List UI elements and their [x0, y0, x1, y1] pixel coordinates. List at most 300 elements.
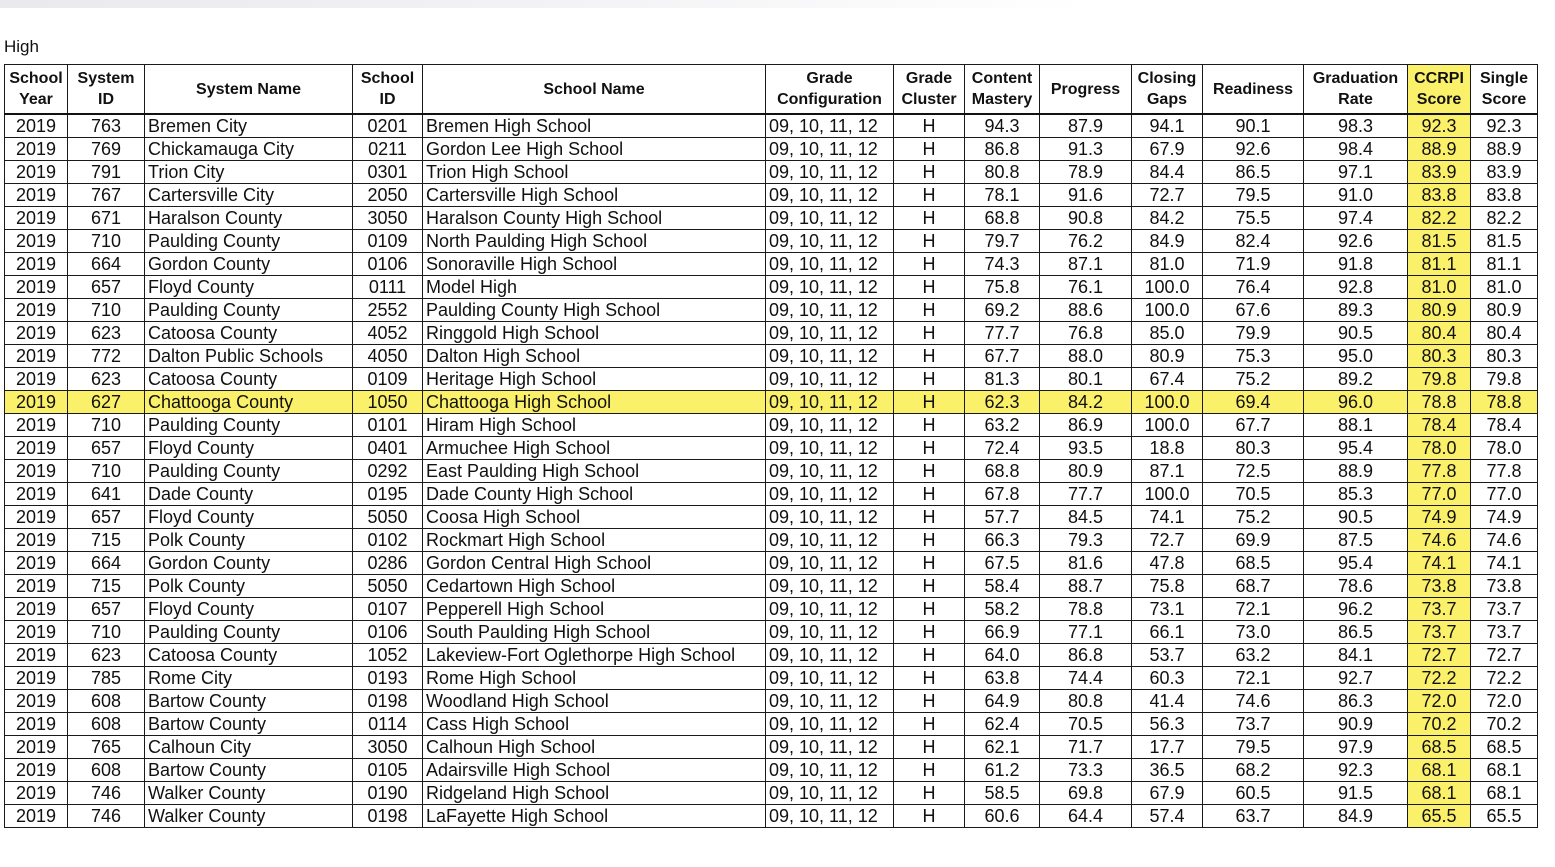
cell-content-mastery: 94.3	[965, 114, 1040, 138]
cell-school-name: Lakeview-Fort Oglethorpe High School	[423, 644, 766, 667]
cell-school-id: 0401	[353, 437, 423, 460]
cell-school-name: Dalton High School	[423, 345, 766, 368]
cell-year: 2019	[5, 759, 68, 782]
cell-closing-gaps: 36.5	[1132, 759, 1203, 782]
cell-grade-config: 09, 10, 11, 12	[766, 322, 894, 345]
cell-readiness: 79.5	[1203, 184, 1304, 207]
cell-ccrpi: 72.0	[1408, 690, 1471, 713]
cell-grad-rate: 85.3	[1304, 483, 1408, 506]
cell-grade-config: 09, 10, 11, 12	[766, 460, 894, 483]
cell-school-name: South Paulding High School	[423, 621, 766, 644]
cell-grad-rate: 96.2	[1304, 598, 1408, 621]
cell-grade-config: 09, 10, 11, 12	[766, 782, 894, 805]
cell-sys-id: 769	[68, 138, 145, 161]
column-header-text: Rate	[1338, 91, 1373, 108]
cell-school-name: Haralson County High School	[423, 207, 766, 230]
cell-ccrpi: 73.7	[1408, 598, 1471, 621]
cell-single: 81.5	[1471, 230, 1538, 253]
cell-progress: 80.8	[1040, 690, 1132, 713]
cell-sys-name: Bartow County	[145, 759, 353, 782]
cell-single: 74.9	[1471, 506, 1538, 529]
cell-content-mastery: 64.9	[965, 690, 1040, 713]
column-header-text: Readiness	[1212, 80, 1294, 98]
cell-readiness: 67.6	[1203, 299, 1304, 322]
cell-year: 2019	[5, 345, 68, 368]
cell-progress: 86.9	[1040, 414, 1132, 437]
cell-ccrpi: 77.8	[1408, 460, 1471, 483]
cell-ccrpi: 80.3	[1408, 345, 1471, 368]
column-header-school-name	[423, 65, 766, 115]
cell-progress: 77.1	[1040, 621, 1132, 644]
cell-single: 68.5	[1471, 736, 1538, 759]
cell-closing-gaps: 74.1	[1132, 506, 1203, 529]
cell-ccrpi: 74.1	[1408, 552, 1471, 575]
cell-ccrpi: 88.9	[1408, 138, 1471, 161]
column-header-text: Cluster	[901, 91, 957, 108]
cell-progress: 88.7	[1040, 575, 1132, 598]
cell-grade-config: 09, 10, 11, 12	[766, 161, 894, 184]
cell-school-id: 0198	[353, 805, 423, 828]
cell-readiness: 60.5	[1203, 782, 1304, 805]
cell-grade-cluster: H	[894, 736, 965, 759]
cell-readiness: 73.0	[1203, 621, 1304, 644]
column-header-text: Score	[1481, 91, 1527, 108]
table-row	[5, 414, 1538, 437]
table-row	[5, 184, 1538, 207]
cell-closing-gaps: 60.3	[1132, 667, 1203, 690]
cell-grade-config: 09, 10, 11, 12	[766, 759, 894, 782]
cell-school-id: 0109	[353, 368, 423, 391]
cell-year: 2019	[5, 414, 68, 437]
cell-year: 2019	[5, 276, 68, 299]
cell-content-mastery: 61.2	[965, 759, 1040, 782]
cell-school-id: 5050	[353, 575, 423, 598]
cell-single: 81.1	[1471, 253, 1538, 276]
cell-sys-name: Dalton Public Schools	[145, 345, 353, 368]
cell-ccrpi: 74.6	[1408, 529, 1471, 552]
cell-ccrpi: 92.3	[1408, 114, 1471, 138]
cell-sys-name: Paulding County	[145, 621, 353, 644]
table-caption: High	[4, 37, 39, 56]
cell-closing-gaps: 67.4	[1132, 368, 1203, 391]
cell-grad-rate: 88.9	[1304, 460, 1408, 483]
cell-school-name: Hiram High School	[423, 414, 766, 437]
cell-progress: 87.1	[1040, 253, 1132, 276]
table-row	[5, 253, 1538, 276]
cell-grad-rate: 98.3	[1304, 114, 1408, 138]
cell-readiness: 80.3	[1203, 437, 1304, 460]
cell-closing-gaps: 87.1	[1132, 460, 1203, 483]
cell-grad-rate: 90.9	[1304, 713, 1408, 736]
cell-grade-cluster: H	[894, 391, 965, 414]
cell-grade-config: 09, 10, 11, 12	[766, 184, 894, 207]
cell-readiness: 72.1	[1203, 598, 1304, 621]
cell-progress: 80.1	[1040, 368, 1132, 391]
cell-single: 82.2	[1471, 207, 1538, 230]
cell-sys-name: Catoosa County	[145, 368, 353, 391]
cell-closing-gaps: 94.1	[1132, 114, 1203, 138]
table-row	[5, 345, 1538, 368]
cell-year: 2019	[5, 575, 68, 598]
cell-year: 2019	[5, 782, 68, 805]
cell-sys-name: Paulding County	[145, 230, 353, 253]
cell-single: 88.9	[1471, 138, 1538, 161]
cell-grad-rate: 86.3	[1304, 690, 1408, 713]
cell-year: 2019	[5, 437, 68, 460]
cell-grade-config: 09, 10, 11, 12	[766, 644, 894, 667]
column-header-single	[1471, 65, 1538, 115]
cell-readiness: 73.7	[1203, 713, 1304, 736]
cell-grade-config: 09, 10, 11, 12	[766, 114, 894, 138]
cell-grad-rate: 91.8	[1304, 253, 1408, 276]
cell-content-mastery: 57.7	[965, 506, 1040, 529]
cell-school-id: 3050	[353, 207, 423, 230]
cell-sys-id: 710	[68, 299, 145, 322]
table-row	[5, 138, 1538, 161]
cell-single: 74.1	[1471, 552, 1538, 575]
cell-single: 73.8	[1471, 575, 1538, 598]
cell-content-mastery: 86.8	[965, 138, 1040, 161]
cell-closing-gaps: 41.4	[1132, 690, 1203, 713]
cell-grad-rate: 96.0	[1304, 391, 1408, 414]
cell-school-id: 0301	[353, 161, 423, 184]
cell-content-mastery: 75.8	[965, 276, 1040, 299]
cell-readiness: 90.1	[1203, 114, 1304, 138]
cell-grade-cluster: H	[894, 713, 965, 736]
cell-sys-name: Bartow County	[145, 690, 353, 713]
cell-grade-config: 09, 10, 11, 12	[766, 253, 894, 276]
cell-grad-rate: 97.9	[1304, 736, 1408, 759]
cell-ccrpi: 81.5	[1408, 230, 1471, 253]
cell-school-id: 0211	[353, 138, 423, 161]
cell-readiness: 75.2	[1203, 506, 1304, 529]
cell-readiness: 72.5	[1203, 460, 1304, 483]
cell-school-name: Woodland High School	[423, 690, 766, 713]
cell-school-name: Gordon Central High School	[423, 552, 766, 575]
cell-school-id: 1050	[353, 391, 423, 414]
table-row	[5, 161, 1538, 184]
cell-single: 79.8	[1471, 368, 1538, 391]
scan-top-edge	[0, 0, 1555, 8]
cell-grad-rate: 88.1	[1304, 414, 1408, 437]
cell-sys-name: Haralson County	[145, 207, 353, 230]
cell-grade-cluster: H	[894, 621, 965, 644]
cell-school-name: Rome High School	[423, 667, 766, 690]
cell-closing-gaps: 47.8	[1132, 552, 1203, 575]
cell-readiness: 74.6	[1203, 690, 1304, 713]
cell-readiness: 63.2	[1203, 644, 1304, 667]
cell-grade-cluster: H	[894, 138, 965, 161]
cell-year: 2019	[5, 299, 68, 322]
cell-school-id: 0106	[353, 253, 423, 276]
cell-ccrpi: 68.1	[1408, 759, 1471, 782]
cell-grade-config: 09, 10, 11, 12	[766, 529, 894, 552]
cell-grade-cluster: H	[894, 529, 965, 552]
cell-year: 2019	[5, 736, 68, 759]
column-header-closing-gaps	[1132, 65, 1203, 115]
cell-progress: 88.6	[1040, 299, 1132, 322]
cell-ccrpi: 78.8	[1408, 391, 1471, 414]
cell-single: 83.8	[1471, 184, 1538, 207]
column-header-text: Progress	[1050, 80, 1121, 98]
column-header-school-id	[353, 65, 423, 115]
cell-grade-config: 09, 10, 11, 12	[766, 138, 894, 161]
cell-grade-cluster: H	[894, 506, 965, 529]
cell-year: 2019	[5, 644, 68, 667]
cell-single: 72.0	[1471, 690, 1538, 713]
cell-school-id: 5050	[353, 506, 423, 529]
cell-school-id: 0198	[353, 690, 423, 713]
cell-year: 2019	[5, 483, 68, 506]
column-header-text: Grade	[806, 70, 853, 87]
cell-ccrpi: 65.5	[1408, 805, 1471, 828]
cell-grade-config: 09, 10, 11, 12	[766, 299, 894, 322]
cell-content-mastery: 68.8	[965, 460, 1040, 483]
cell-progress: 78.8	[1040, 598, 1132, 621]
table-row	[5, 529, 1538, 552]
column-header-text: School Name	[543, 80, 645, 98]
cell-closing-gaps: 53.7	[1132, 644, 1203, 667]
cell-sys-id: 710	[68, 230, 145, 253]
cell-sys-id: 671	[68, 207, 145, 230]
cell-closing-gaps: 67.9	[1132, 782, 1203, 805]
column-header-text: System Name	[196, 80, 301, 98]
cell-ccrpi: 73.7	[1408, 621, 1471, 644]
cell-ccrpi: 73.8	[1408, 575, 1471, 598]
table-row	[5, 690, 1538, 713]
column-header-text: Grade	[905, 70, 953, 87]
cell-readiness: 75.2	[1203, 368, 1304, 391]
cell-school-name: Gordon Lee High School	[423, 138, 766, 161]
cell-grade-config: 09, 10, 11, 12	[766, 276, 894, 299]
cell-grade-config: 09, 10, 11, 12	[766, 621, 894, 644]
cell-sys-id: 641	[68, 483, 145, 506]
cell-content-mastery: 60.6	[965, 805, 1040, 828]
cell-sys-id: 763	[68, 114, 145, 138]
cell-readiness: 63.7	[1203, 805, 1304, 828]
cell-sys-name: Floyd County	[145, 506, 353, 529]
cell-year: 2019	[5, 138, 68, 161]
cell-school-name: Bremen High School	[423, 114, 766, 138]
cell-sys-id: 657	[68, 506, 145, 529]
cell-single: 68.1	[1471, 759, 1538, 782]
cell-readiness: 71.9	[1203, 253, 1304, 276]
cell-single: 77.0	[1471, 483, 1538, 506]
cell-grade-cluster: H	[894, 483, 965, 506]
table-row	[5, 460, 1538, 483]
column-header-text: Single	[1479, 70, 1528, 87]
cell-readiness: 67.7	[1203, 414, 1304, 437]
cell-school-id: 4052	[353, 322, 423, 345]
cell-sys-name: Calhoun City	[145, 736, 353, 759]
cell-single: 78.8	[1471, 391, 1538, 414]
table-row	[5, 437, 1538, 460]
table-row	[5, 667, 1538, 690]
cell-grad-rate: 92.8	[1304, 276, 1408, 299]
cell-school-id: 0109	[353, 230, 423, 253]
cell-sys-name: Bremen City	[145, 114, 353, 138]
column-header-ccrpi	[1408, 65, 1471, 115]
cell-closing-gaps: 67.9	[1132, 138, 1203, 161]
cell-content-mastery: 81.3	[965, 368, 1040, 391]
cell-year: 2019	[5, 621, 68, 644]
cell-year: 2019	[5, 529, 68, 552]
column-header-grade-cluster	[894, 65, 965, 115]
cell-closing-gaps: 84.9	[1132, 230, 1203, 253]
cell-grade-cluster: H	[894, 782, 965, 805]
cell-sys-id: 608	[68, 759, 145, 782]
cell-readiness: 69.4	[1203, 391, 1304, 414]
cell-progress: 79.3	[1040, 529, 1132, 552]
table-row	[5, 207, 1538, 230]
cell-school-name: Chattooga High School	[423, 391, 766, 414]
cell-content-mastery: 79.7	[965, 230, 1040, 253]
cell-progress: 86.8	[1040, 644, 1132, 667]
cell-content-mastery: 78.1	[965, 184, 1040, 207]
column-header-text: Gaps	[1146, 91, 1187, 108]
cell-content-mastery: 62.4	[965, 713, 1040, 736]
cell-grad-rate: 98.4	[1304, 138, 1408, 161]
cell-single: 72.7	[1471, 644, 1538, 667]
cell-grad-rate: 84.1	[1304, 644, 1408, 667]
cell-sys-name: Trion City	[145, 161, 353, 184]
cell-school-id: 0201	[353, 114, 423, 138]
cell-year: 2019	[5, 506, 68, 529]
cell-progress: 76.1	[1040, 276, 1132, 299]
cell-sys-name: Rome City	[145, 667, 353, 690]
cell-content-mastery: 62.1	[965, 736, 1040, 759]
cell-single: 78.4	[1471, 414, 1538, 437]
cell-sys-name: Walker County	[145, 805, 353, 828]
cell-grad-rate: 89.3	[1304, 299, 1408, 322]
cell-school-id: 1052	[353, 644, 423, 667]
cell-progress: 91.6	[1040, 184, 1132, 207]
cell-grade-cluster: H	[894, 322, 965, 345]
cell-progress: 76.2	[1040, 230, 1132, 253]
cell-content-mastery: 63.2	[965, 414, 1040, 437]
cell-school-name: Rockmart High School	[423, 529, 766, 552]
cell-grade-config: 09, 10, 11, 12	[766, 414, 894, 437]
cell-school-id: 0193	[353, 667, 423, 690]
cell-grad-rate: 95.4	[1304, 437, 1408, 460]
cell-school-name: Trion High School	[423, 161, 766, 184]
cell-readiness: 92.6	[1203, 138, 1304, 161]
cell-school-id: 2050	[353, 184, 423, 207]
column-header-text: School	[9, 70, 63, 87]
cell-grade-config: 09, 10, 11, 12	[766, 391, 894, 414]
cell-content-mastery: 66.3	[965, 529, 1040, 552]
cell-closing-gaps: 100.0	[1132, 414, 1203, 437]
cell-single: 74.6	[1471, 529, 1538, 552]
cell-school-name: Cass High School	[423, 713, 766, 736]
cell-grade-cluster: H	[894, 552, 965, 575]
cell-sys-id: 715	[68, 575, 145, 598]
column-header-text: ID	[98, 91, 114, 108]
cell-sys-id: 710	[68, 460, 145, 483]
cell-content-mastery: 68.8	[965, 207, 1040, 230]
cell-readiness: 69.9	[1203, 529, 1304, 552]
cell-progress: 80.9	[1040, 460, 1132, 483]
cell-sys-name: Floyd County	[145, 437, 353, 460]
table-row	[5, 575, 1538, 598]
cell-grade-cluster: H	[894, 644, 965, 667]
cell-sys-id: 664	[68, 253, 145, 276]
cell-grad-rate: 91.5	[1304, 782, 1408, 805]
column-header-text: School	[360, 70, 415, 87]
column-header-progress	[1040, 65, 1132, 115]
cell-year: 2019	[5, 713, 68, 736]
column-header-text: Graduation	[1312, 70, 1399, 87]
cell-school-name: North Paulding High School	[423, 230, 766, 253]
cell-grade-cluster: H	[894, 598, 965, 621]
table-row	[5, 322, 1538, 345]
cell-year: 2019	[5, 391, 68, 414]
cell-grad-rate: 95.4	[1304, 552, 1408, 575]
cell-school-name: Cedartown High School	[423, 575, 766, 598]
table-row	[5, 782, 1538, 805]
column-header-text: Mastery	[971, 91, 1033, 108]
cell-year: 2019	[5, 230, 68, 253]
cell-school-name: Ridgeland High School	[423, 782, 766, 805]
cell-ccrpi: 72.7	[1408, 644, 1471, 667]
cell-grade-cluster: H	[894, 276, 965, 299]
table-row	[5, 736, 1538, 759]
cell-grad-rate: 97.4	[1304, 207, 1408, 230]
cell-single: 78.0	[1471, 437, 1538, 460]
cell-school-id: 0102	[353, 529, 423, 552]
cell-progress: 81.6	[1040, 552, 1132, 575]
column-header-text: Score	[1416, 91, 1462, 108]
cell-sys-id: 746	[68, 782, 145, 805]
cell-grad-rate: 97.1	[1304, 161, 1408, 184]
cell-school-name: East Paulding High School	[423, 460, 766, 483]
cell-closing-gaps: 73.1	[1132, 598, 1203, 621]
cell-year: 2019	[5, 114, 68, 138]
cell-progress: 74.4	[1040, 667, 1132, 690]
cell-school-name: Adairsville High School	[423, 759, 766, 782]
cell-progress: 91.3	[1040, 138, 1132, 161]
cell-ccrpi: 72.2	[1408, 667, 1471, 690]
cell-year: 2019	[5, 207, 68, 230]
cell-year: 2019	[5, 184, 68, 207]
cell-sys-id: 710	[68, 621, 145, 644]
cell-school-id: 3050	[353, 736, 423, 759]
cell-grade-cluster: H	[894, 299, 965, 322]
cell-sys-id: 608	[68, 713, 145, 736]
cell-grad-rate: 92.6	[1304, 230, 1408, 253]
column-header-text: Closing	[1137, 70, 1197, 87]
column-header-text: Year	[19, 91, 53, 108]
cell-grad-rate: 91.0	[1304, 184, 1408, 207]
cell-grad-rate: 90.5	[1304, 322, 1408, 345]
cell-grade-cluster: H	[894, 759, 965, 782]
cell-content-mastery: 77.7	[965, 322, 1040, 345]
cell-year: 2019	[5, 805, 68, 828]
cell-single: 80.3	[1471, 345, 1538, 368]
cell-grade-cluster: H	[894, 230, 965, 253]
cell-school-name: Coosa High School	[423, 506, 766, 529]
cell-progress: 69.8	[1040, 782, 1132, 805]
cell-closing-gaps: 100.0	[1132, 276, 1203, 299]
cell-sys-id: 715	[68, 529, 145, 552]
cell-grade-config: 09, 10, 11, 12	[766, 598, 894, 621]
cell-grade-config: 09, 10, 11, 12	[766, 805, 894, 828]
cell-content-mastery: 66.9	[965, 621, 1040, 644]
column-header-grad-rate	[1304, 65, 1408, 115]
cell-grad-rate: 86.5	[1304, 621, 1408, 644]
cell-sys-name: Cartersville City	[145, 184, 353, 207]
cell-grade-cluster: H	[894, 114, 965, 138]
